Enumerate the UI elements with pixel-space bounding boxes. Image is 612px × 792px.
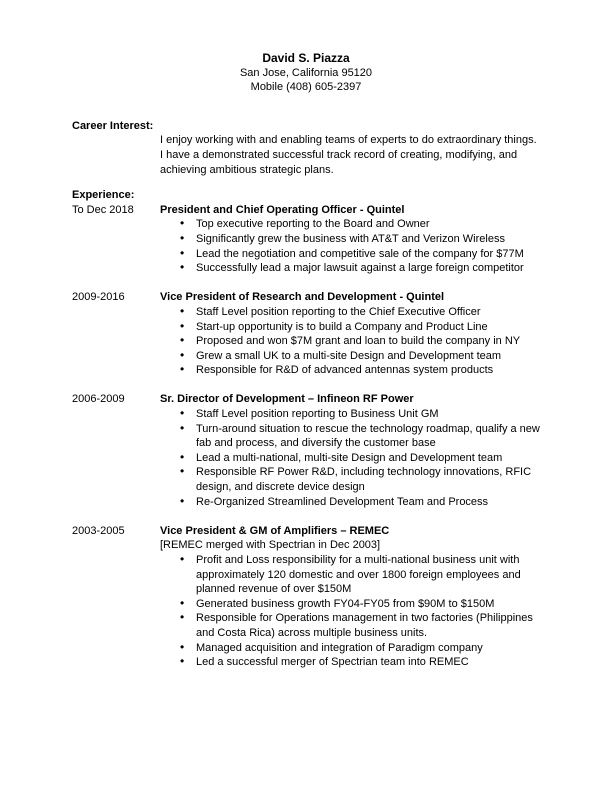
job-bullet: • Turn-around situation to rescue the technology roadmap, qualify a new fab and process, and diversify the customer base (160, 422, 540, 451)
resume-header (72, 51, 540, 95)
experience-label: Experience: (72, 189, 135, 202)
job-bullet: • Profit and Loss responsibility for a multi-national business unit with approximately 120 domestic and over 1800 foreign employees and planned revenue of over $150M (160, 553, 540, 597)
person-name: David S. Piazza (262, 51, 350, 65)
job-bullets (160, 305, 540, 378)
job-entry (72, 290, 540, 378)
job-bullet: • Responsible for Operations management in two factories (Philippines and Costa Rica) across multiple business units. (160, 611, 540, 640)
job-bullet: • Staff Level position reporting to the Chief Executive Officer (160, 305, 540, 320)
job-bullet: • Lead a multi-national, multi-site Design and Development team (160, 451, 540, 466)
job-bullet: • Generated business growth FY04-FY05 from $90M to $150M (160, 597, 540, 612)
job-bullet: • Successfully lead a major lawsuit against a large foreign competitor (160, 261, 540, 276)
job-bullet: • Responsible for R&D of advanced antennas system products (160, 363, 540, 378)
job-bullet: • Lead the negotiation and competitive sale of the company for $77M (160, 247, 540, 262)
job-bullets (160, 217, 540, 275)
job-dates: 2003-2005 (72, 524, 125, 537)
job-title: Vice President of Research and Development - Quintel (160, 291, 445, 304)
job-title: Vice President & GM of Amplifiers – REMEC (160, 524, 390, 537)
job-bullet: • Grew a small UK to a multi-site Design and Development team (160, 349, 540, 364)
job-bullets (160, 553, 540, 670)
career-interest-text: I enjoy working with and enabling teams of experts to do extraordinary things. I have a demonstrated successful track record of creating, modifying, and achieving ambitious strategic plans. (160, 134, 537, 176)
job-subtitle: [REMEC merged with Spectrian in Dec 2003] (160, 539, 381, 552)
job-bullet: • Managed acquisition and integration of Paradigm company (160, 641, 540, 656)
job-body (160, 392, 540, 509)
career-interest-section (72, 119, 540, 177)
job-bullets (160, 407, 540, 509)
job-title: President and Chief Operating Officer - Quintel (160, 203, 405, 216)
job-bullet: • Significantly grew the business with AT&T and Verizon Wireless (160, 232, 540, 247)
job-entry (72, 524, 540, 670)
job-dates: 2006-2009 (72, 393, 125, 406)
job-bullet: • Start-up opportunity is to build a Company and Product Line (160, 320, 540, 335)
job-bullet: • Led a successful merger of Spectrian team into REMEC (160, 655, 540, 670)
job-entry (72, 392, 540, 509)
job-dates: To Dec 2018 (72, 203, 134, 216)
person-location: San Jose, California 95120 (239, 66, 373, 79)
job-dates: 2009-2016 (72, 291, 125, 304)
career-interest-label: Career Interest: (72, 119, 154, 132)
job-bullet: • Re-Organized Streamlined Development Team and Process (160, 495, 540, 510)
job-body (160, 203, 540, 276)
job-bullet: • Top executive reporting to the Board and Owner (160, 217, 540, 232)
job-title: Sr. Director of Development – Infineon RF Power (160, 393, 414, 406)
job-body (160, 524, 540, 670)
job-bullet: • Responsible RF Power R&D, including technology innovations, RFIC design, and discrete device design (160, 465, 540, 494)
experience-section (72, 188, 540, 670)
person-phone: Mobile (408) 605-2397 (250, 81, 362, 94)
job-bullet: • Proposed and won $7M grant and loan to build the company in NY (160, 334, 540, 349)
job-entry (72, 203, 540, 276)
job-bullet: • Staff Level position reporting to Business Unit GM (160, 407, 540, 422)
job-body (160, 290, 540, 378)
